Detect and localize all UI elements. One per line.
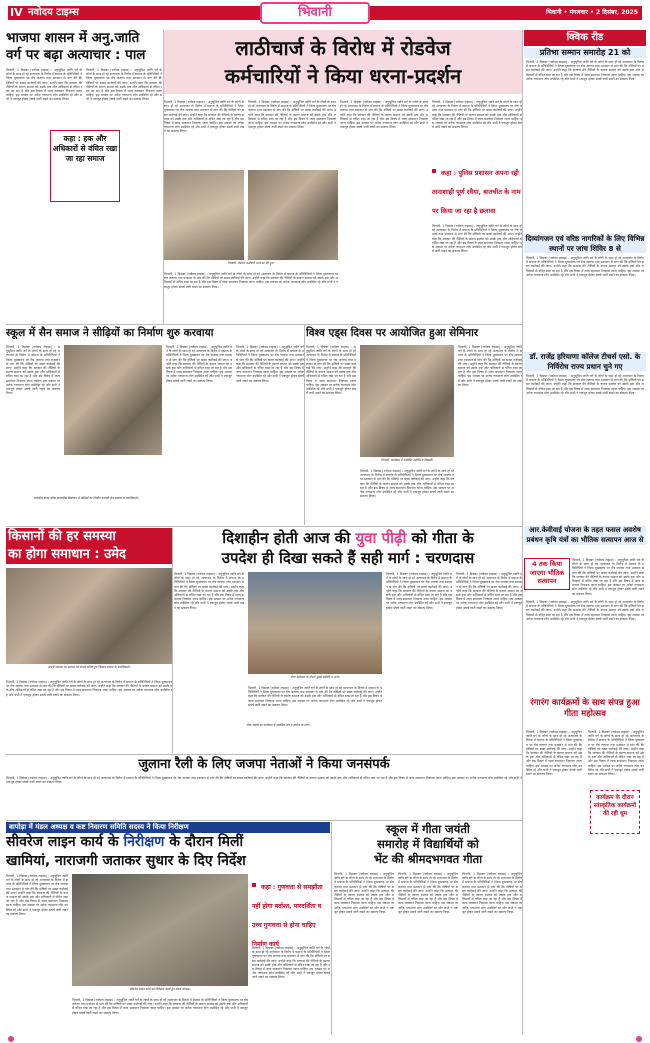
gita-caption-2: गीता जयंती पर कार्यक्रम में उपस्थित संत व समाज के लोग। <box>246 723 310 727</box>
gita-headline-l2: उपदेश ही दिखा सकते हैं सही मार्ग : चरणदास <box>221 549 475 567</box>
kisan-headline-l1: किसानों की हर समस्या <box>6 528 172 546</box>
sidebar-item-body-3: भिवानी, 1 दिसंबर (नवोदय टाइम्स) : अनुसूचित जाति वर्ग के लोगों के साथ हो रहे अत्याचार के विरोध में समाज के प्रतिनिधियों ने जिला मुख्यालय पर रोष जताया तथा प्रशासन से मांग की कि दोषियों पर सख्त कार्रवाई की जाए। उन्होंने कहा कि सरकार की नीतियों के कारण समाज को उसके हक और अधिकारों से वंचित रखा जा रहा है और इस विषय में जल्द समाधान निकाला जाना चाहिए। इस अवसर पर अनेक गणमान्य लोग उपस्थित रहे और सभी ने एकजुट होकर संघर्ष जारी रखने का संकल्प लिया। <box>526 374 644 395</box>
sidebar-item-head-3: डॉ. राजेंद्र हरियाणा कॉलेज टीचर्स एसो. के निर्विरोध राज्य प्रधान चुने गए <box>524 352 646 371</box>
article-atrocity-body-2: भिवानी, 1 दिसंबर (नवोदय टाइम्स) : अनुसूचित जाति वर्ग के लोगों के साथ हो रहे अत्याचार के विरोध में समाज के प्रतिनिधियों ने जिला मुख्यालय पर रोष जताया तथा प्रशासन से मांग की कि दोषियों पर सख्त कार्रवाई की जाए। उन्होंने कहा कि सरकार की नीतियों के कारण समाज को उसके हक और अधिकारों से वंचित रखा जा रहा है और इस विषय में जल्द समाधान निकाला जाना चाहिए। इस अवसर पर अनेक गणमान्य लोग उपस्थित रहे और सभी ने एकजुट होकर संघर्ष जारी रखने का संकल्प लिया। <box>86 68 162 102</box>
article-atrocity-headline-l1: भाजपा शासन में अनु.जाति <box>6 30 140 46</box>
rule-sewer <box>6 820 522 821</box>
seminar-body-col2: भिवानी, 1 दिसंबर (नवोदय टाइम्स) : अनुसूचित जाति वर्ग के लोगों के साथ हो रहे अत्याचार के विरोध में समाज के प्रतिनिधियों ने जिला मुख्यालय पर रोष जताया तथा प्रशासन से मांग की कि दोषियों पर सख्त कार्रवाई की जाए। उन्होंने कहा कि सरकार की नीतियों के कारण समाज को उसके हक और अधिकारों से वंचित रखा जा रहा है और इस विषय में जल्द समाधान निकाला जाना चाहिए। इस अवसर पर अनेक गणमान्य लोग उपस्थित रहे और सभी ने एकजुट होकर संघर्ष जारी रखने का संकल्प लिया। <box>458 345 522 387</box>
rule-vert-lead <box>163 30 164 324</box>
gitajayanti-body-col3: भिवानी, 1 दिसंबर (नवोदय टाइम्स) : अनुसूचित जाति वर्ग के लोगों के साथ हो रहे अत्याचार के विरोध में समाज के प्रतिनिधियों ने जिला मुख्यालय पर रोष जताया तथा प्रशासन से मांग की कि दोषियों पर सख्त कार्रवाई की जाए। उन्होंने कहा कि सरकार की नीतियों के कारण समाज को उसके हक और अधिकारों से वंचित रखा जा रहा है और इस विषय में जल्द समाधान निकाला जाना चाहिए। इस अवसर पर अनेक गणमान्य लोग उपस्थित रहे और सभी ने एकजुट होकर संघर्ष जारी रखने का संकल्प लिया। <box>462 872 522 914</box>
paper-name: नवोदय टाइम्स <box>28 7 79 18</box>
jjp-body: भिवानी, 1 दिसंबर (नवोदय टाइम्स) : अनुसूचित जाति वर्ग के लोगों के साथ हो रहे अत्याचार के विरोध में समाज के प्रतिनिधियों ने जिला मुख्यालय पर रोष जताया तथा प्रशासन से मांग की कि दोषियों पर सख्त कार्रवाई की जाए। उन्होंने कहा कि सरकार की नीतियों के कारण समाज को उसके हक और अधिकारों से वंचित रखा जा रहा है और इस विषय में जल्द समाधान निकाला जाना चाहिए। इस अवसर पर अनेक गणमान्य लोग उपस्थित रहे और सभी ने एकजुट होकर संघर्ष जारी रखने का संकल्प लिया। <box>6 776 522 785</box>
page-number: IV <box>10 6 23 19</box>
gita-headline-l1-c: को गीता के <box>411 529 474 547</box>
sidebar-rangarang-body-1: भिवानी, 1 दिसंबर (नवोदय टाइम्स) : अनुसूचित जाति वर्ग के लोगों के साथ हो रहे अत्याचार के विरोध में समाज के प्रतिनिधियों ने जिला मुख्यालय पर रोष जताया तथा प्रशासन से मांग की कि दोषियों पर सख्त कार्रवाई की जाए। उन्होंने कहा कि सरकार की नीतियों के कारण समाज को उसके हक और अधिकारों से वंचित रखा जा रहा है और इस विषय में जल्द समाधान निकाला जाना चाहिए। इस अवसर पर अनेक गणमान्य लोग उपस्थित रहे और सभी ने एकजुट होकर संघर्ष जारी रखने का संकल्प लिया। <box>526 730 582 777</box>
sidebar-fasal-head: 4 तक किया जाएगा भौतिक सत्यापन <box>529 560 565 585</box>
school-photo-caption: राजकीय कन्या वरिष्ठ माध्यमिक विद्यालय में सीढ़ियों का निर्माण करवाते सैन समाज के पदाधिकारी। <box>33 496 139 500</box>
article-atrocity <box>6 30 162 323</box>
seminar-body-col3: भिवानी, 1 दिसंबर (नवोदय टाइम्स) : अनुसूचित जाति वर्ग के लोगों के साथ हो रहे अत्याचार के विरोध में समाज के प्रतिनिधियों ने जिला मुख्यालय पर रोष जताया तथा प्रशासन से मांग की कि दोषियों पर सख्त कार्रवाई की जाए। उन्होंने कहा कि सरकार की नीतियों के कारण समाज को उसके हक और अधिकारों से वंचित रखा जा रहा है और इस विषय में जल्द समाधान निकाला जाना चाहिए। इस अवसर पर अनेक गणमान्य लोग उपस्थित रहे और सभी ने एकजुट होकर संघर्ष जारी रखने का संकल्प लिया। <box>360 469 454 499</box>
sewer-headline-l1-c: के दौरान मिलीं <box>169 834 244 850</box>
article-jjp <box>6 756 522 820</box>
sewer-kicker: बापोड़ा में मंडल अध्यक्ष व कष्ट निवारण समिति सदस्य ने किया निरीक्षण <box>6 822 330 833</box>
seminar-headline: विश्व एड्स दिवस पर आयोजित हुआ सेमिनार <box>306 327 479 339</box>
sidebar-rangarang-body-2: भिवानी, 1 दिसंबर (नवोदय टाइम्स) : अनुसूचित जाति वर्ग के लोगों के साथ हो रहे अत्याचार के विरोध में समाज के प्रतिनिधियों ने जिला मुख्यालय पर रोष जताया तथा प्रशासन से मांग की कि दोषियों पर सख्त कार्रवाई की जाए। उन्होंने कहा कि सरकार की नीतियों के कारण समाज को उसके हक और अधिकारों से वंचित रखा जा रहा है और इस विषय में जल्द समाधान निकाला जाना चाहिए। इस अवसर पर अनेक गणमान्य लोग उपस्थित रहे और सभी ने एकजुट होकर संघर्ष जारी रखने का संकल्प लिया। <box>588 730 644 777</box>
lead-body-col2: भिवानी, 1 दिसंबर (नवोदय टाइम्स) : अनुसूचित जाति वर्ग के लोगों के साथ हो रहे अत्याचार के विरोध में समाज के प्रतिनिधियों ने जिला मुख्यालय पर रोष जताया तथा प्रशासन से मांग की कि दोषियों पर सख्त कार्रवाई की जाए। उन्होंने कहा कि सरकार की नीतियों के कारण समाज को उसके हक और अधिकारों से वंचित रखा जा रहा है और इस विषय में जल्द समाधान निकाला जाना चाहिए। इस अवसर पर अनेक गणमान्य लोग उपस्थित रहे और सभी ने एकजुट होकर संघर्ष जारी रखने का संकल्प लिया। <box>248 100 336 130</box>
article-seminar <box>306 325 522 525</box>
rule-vert-sewer <box>331 822 332 1035</box>
gita-photo-caption: गीता महोत्सव के दौरान मुख्य अतिथि व अन्य। <box>290 675 340 679</box>
kisan-headline-l2: का होगा समाधान : उमेद <box>6 546 172 564</box>
seminar-photo-caption: भिवानी: कार्यक्रम में उपस्थित अतिथि व विद्यार्थी। <box>380 458 434 462</box>
lead-headline-l2: कर्मचारियों ने किया धरना-प्रदर्शन <box>224 64 462 88</box>
gita-body-col3: भिवानी, 1 दिसंबर (नवोदय टाइम्स) : अनुसूचित जाति वर्ग के लोगों के साथ हो रहे अत्याचार के विरोध में समाज के प्रतिनिधियों ने जिला मुख्यालय पर रोष जताया तथा प्रशासन से मांग की कि दोषियों पर सख्त कार्रवाई की जाए। उन्होंने कहा कि सरकार की नीतियों के कारण समाज को उसके हक और अधिकारों से वंचित रखा जा रहा है और इस विषय में जल्द समाधान निकाला जाना चाहिए। इस अवसर पर अनेक गणमान्य लोग उपस्थित रहे और सभी ने एकजुट होकर संघर्ष जारी रखने का संकल्प लिया। <box>386 572 452 610</box>
rule-vert-kisan <box>172 528 173 753</box>
kisan-photo <box>6 568 172 664</box>
sewer-body-col2: भिवानी, 1 दिसंबर (नवोदय टाइम्स) : अनुसूचित जाति वर्ग के लोगों के साथ हो रहे अत्याचार के विरोध में समाज के प्रतिनिधियों ने जिला मुख्यालय पर रोष जताया तथा प्रशासन से मांग की कि दोषियों पर सख्त कार्रवाई की जाए। उन्होंने कहा कि सरकार की नीतियों के कारण समाज को उसके हक और अधिकारों से वंचित रखा जा रहा है और इस विषय में जल्द समाधान निकाला जाना चाहिए। इस अवसर पर अनेक गणमान्य लोग उपस्थित रहे और सभी ने एकजुट होकर संघर्ष जारी रखने का संकल्प लिया। <box>72 998 248 1015</box>
rule-vert-sidebar <box>522 30 523 1035</box>
lead-highlight <box>432 160 522 220</box>
sewer-headline-l1-b: निरीक्षण <box>123 834 165 850</box>
school-body-col3: भिवानी, 1 दिसंबर (नवोदय टाइम्स) : अनुसूचित जाति वर्ग के लोगों के साथ हो रहे अत्याचार के विरोध में समाज के प्रतिनिधियों ने जिला मुख्यालय पर रोष जताया तथा प्रशासन से मांग की कि दोषियों पर सख्त कार्रवाई की जाए। उन्होंने कहा कि सरकार की नीतियों के कारण समाज को उसके हक और अधिकारों से वंचित रखा जा रहा है और इस विषय में जल्द समाधान निकाला जाना चाहिए। इस अवसर पर अनेक गणमान्य लोग उपस्थित रहे और सभी ने एकजुट होकर संघर्ष जारी रखने का संकल्प लिया। <box>236 345 304 383</box>
lead-highlight-text: कहा : पुलिस प्रशासन अपना रही तानाशाही पूर्ण रवैया, बातचीत के नाम पर किया जा रहा है छलावा <box>432 169 521 215</box>
lead-photo-caption: भिवानी: रोडवेज कर्मचारी धरने पर बैठे हुए। <box>227 261 275 265</box>
gitajayanti-headline-l1: स्कूल में गीता जयंती <box>386 822 470 836</box>
rule-jjp <box>6 754 522 755</box>
gita-body-col1: भिवानी, 1 दिसंबर (नवोदय टाइम्स) : अनुसूचित जाति वर्ग के लोगों के साथ हो रहे अत्याचार के विरोध में समाज के प्रतिनिधियों ने जिला मुख्यालय पर रोष जताया तथा प्रशासन से मांग की कि दोषियों पर सख्त कार्रवाई की जाए। उन्होंने कहा कि सरकार की नीतियों के कारण समाज को उसके हक और अधिकारों से वंचित रखा जा रहा है और इस विषय में जल्द समाधान निकाला जाना चाहिए। इस अवसर पर अनेक गणमान्य लोग उपस्थित रहे और सभी ने एकजुट होकर संघर्ष जारी रखने का संकल्प लिया। <box>174 572 244 610</box>
sewer-headline-l1 <box>6 833 330 852</box>
footer-dot-right <box>636 1036 642 1042</box>
sidebar-item-body-1: भिवानी, 1 दिसंबर (नवोदय टाइम्स) : अनुसूचित जाति वर्ग के लोगों के साथ हो रहे अत्याचार के विरोध में समाज के प्रतिनिधियों ने जिला मुख्यालय पर रोष जताया तथा प्रशासन से मांग की कि दोषियों पर सख्त कार्रवाई की जाए। उन्होंने कहा कि सरकार की नीतियों के कारण समाज को उसके हक और अधिकारों से वंचित रखा जा रहा है और इस विषय में जल्द समाधान निकाला जाना चाहिए। इस अवसर पर अनेक गणमान्य लोग उपस्थित रहे और सभी ने एकजुट होकर संघर्ष जारी रखने का संकल्प लिया। <box>526 60 644 81</box>
sewer-headline-l1-a: सीवरेज लाइन कार्य के <box>6 834 119 850</box>
gitajayanti-body-col1: भिवानी, 1 दिसंबर (नवोदय टाइम्स) : अनुसूचित जाति वर्ग के लोगों के साथ हो रहे अत्याचार के विरोध में समाज के प्रतिनिधियों ने जिला मुख्यालय पर रोष जताया तथा प्रशासन से मांग की कि दोषियों पर सख्त कार्रवाई की जाए। उन्होंने कहा कि सरकार की नीतियों के कारण समाज को उसके हक और अधिकारों से वंचित रखा जा रहा है और इस विषय में जल्द समाधान निकाला जाना चाहिए। इस अवसर पर अनेक गणमान्य लोग उपस्थित रहे और सभी ने एकजुट होकर संघर्ष जारी रखने का संकल्प लिया। <box>334 872 394 914</box>
gita-body-col4: भिवानी, 1 दिसंबर (नवोदय टाइम्स) : अनुसूचित जाति वर्ग के लोगों के साथ हो रहे अत्याचार के विरोध में समाज के प्रतिनिधियों ने जिला मुख्यालय पर रोष जताया तथा प्रशासन से मांग की कि दोषियों पर सख्त कार्रवाई की जाए। उन्होंने कहा कि सरकार की नीतियों के कारण समाज को उसके हक और अधिकारों से वंचित रखा जा रहा है और इस विषय में जल्द समाधान निकाला जाना चाहिए। इस अवसर पर अनेक गणमान्य लोग उपस्थित रहे और सभी ने एकजुट होकर संघर्ष जारी रखने का संकल्प लिया। <box>456 572 522 610</box>
gita-photo <box>248 572 382 674</box>
jjp-headline: जुलाना रैली के लिए जजपा नेताओं ने किया जनसंपर्क <box>138 757 390 772</box>
gita-headline-l1-a: दिशाहीन होती आज की <box>222 529 351 547</box>
gitajayanti-headline-l2: समारोह में विद्यार्थियों को <box>377 837 479 851</box>
footer-dot-left <box>8 1036 14 1042</box>
article-kisan <box>6 528 172 678</box>
sidebar-title: क्विक रीड <box>524 30 646 46</box>
article-gitajayanti <box>334 822 522 1037</box>
sidebar-item-body-2: भिवानी, 1 दिसंबर (नवोदय टाइम्स) : अनुसूचित जाति वर्ग के लोगों के साथ हो रहे अत्याचार के विरोध में समाज के प्रतिनिधियों ने जिला मुख्यालय पर रोष जताया तथा प्रशासन से मांग की कि दोषियों पर सख्त कार्रवाई की जाए। उन्होंने कहा कि सरकार की नीतियों के कारण समाज को उसके हक और अधिकारों से वंचित रखा जा रहा है और इस विषय में जल्द समाधान निकाला जाना चाहिए। इस अवसर पर अनेक गणमान्य लोग उपस्थित रहे और सभी ने एकजुट होकर संघर्ष जारी रखने का संकल्प लिया। <box>526 256 644 277</box>
gitajayanti-body-col2: भिवानी, 1 दिसंबर (नवोदय टाइम्स) : अनुसूचित जाति वर्ग के लोगों के साथ हो रहे अत्याचार के विरोध में समाज के प्रतिनिधियों ने जिला मुख्यालय पर रोष जताया तथा प्रशासन से मांग की कि दोषियों पर सख्त कार्रवाई की जाए। उन्होंने कहा कि सरकार की नीतियों के कारण समाज को उसके हक और अधिकारों से वंचित रखा जा रहा है और इस विषय में जल्द समाधान निकाला जाना चाहिए। इस अवसर पर अनेक गणमान्य लोग उपस्थित रहे और सभी ने एकजुट होकर संघर्ष जारी रखने का संकल्प लिया। <box>398 872 458 914</box>
lead-photo <box>248 170 338 260</box>
sewer-body-col1: भिवानी, 1 दिसंबर (नवोदय टाइम्स) : अनुसूचित जाति वर्ग के लोगों के साथ हो रहे अत्याचार के विरोध में समाज के प्रतिनिधियों ने जिला मुख्यालय पर रोष जताया तथा प्रशासन से मांग की कि दोषियों पर सख्त कार्रवाई की जाए। उन्होंने कहा कि सरकार की नीतियों के कारण समाज को उसके हक और अधिकारों से वंचित रखा जा रहा है और इस विषय में जल्द समाधान निकाला जाना चाहिए। इस अवसर पर अनेक गणमान्य लोग उपस्थित रहे और सभी ने एकजुट होकर संघर्ष जारी रखने का संकल्प लिया। <box>6 874 68 916</box>
sidebar-rangarang-head: रंगारंग कार्यक्रमों के साथ संपन्न हुआ गीता महोत्सव <box>530 698 640 719</box>
kisan-body: भिवानी, 1 दिसंबर (नवोदय टाइम्स) : अनुसूचित जाति वर्ग के लोगों के साथ हो रहे अत्याचार के विरोध में समाज के प्रतिनिधियों ने जिला मुख्यालय पर रोष जताया तथा प्रशासन से मांग की कि दोषियों पर सख्त कार्रवाई की जाए। उन्होंने कहा कि सरकार की नीतियों के कारण समाज को उसके हक और अधिकारों से वंचित रखा जा रहा है और इस विषय में जल्द समाधान निकाला जाना चाहिए। इस अवसर पर अनेक गणमान्य लोग उपस्थित रहे और सभी ने एकजुट होकर संघर्ष जारी रखने का संकल्प लिया। <box>6 680 172 697</box>
rule-vert-school <box>304 325 305 525</box>
lead-headline-l1: लाठीचार्ज के विरोध में रोडवेज <box>235 36 451 60</box>
sidebar-karyakram-label: कार्यक्रम के दौरान सांस्कृतिक कार्यक्रमों की रही धूम <box>593 795 637 817</box>
article-roadways <box>164 30 522 325</box>
seminar-photo <box>360 345 454 457</box>
sidebar <box>524 30 646 860</box>
kisan-photo-caption: अपनी समस्या पर अध्यक्ष को ज्ञापन सौंपते हुए किसान एकता के पदाधिकारी। <box>47 665 131 669</box>
sewer-highlight-bullet <box>252 883 256 887</box>
article-atrocity-body: भिवानी, 1 दिसंबर (नवोदय टाइम्स) : अनुसूचित जाति वर्ग के लोगों के साथ हो रहे अत्याचार के विरोध में समाज के प्रतिनिधियों ने जिला मुख्यालय पर रोष जताया तथा प्रशासन से मांग की कि दोषियों पर सख्त कार्रवाई की जाए। उन्होंने कहा कि सरकार की नीतियों के कारण समाज को उसके हक और अधिकारों से वंचित रखा जा रहा है और इस विषय में जल्द समाधान निकाला जाना चाहिए। इस अवसर पर अनेक गणमान्य लोग उपस्थित रहे और सभी ने एकजुट होकर संघर्ष जारी रखने का संकल्प लिया। <box>6 68 82 102</box>
section-name: भिवानी <box>298 5 332 20</box>
sewer-highlight <box>252 874 330 948</box>
masthead <box>0 0 650 28</box>
gitajayanti-headline-l3: भेंट की श्रीमदभगवत गीता <box>373 852 483 866</box>
school-body-col1: भिवानी, 1 दिसंबर (नवोदय टाइम्स) : अनुसूचित जाति वर्ग के लोगों के साथ हो रहे अत्याचार के विरोध में समाज के प्रतिनिधियों ने जिला मुख्यालय पर रोष जताया तथा प्रशासन से मांग की कि दोषियों पर सख्त कार्रवाई की जाए। उन्होंने कहा कि सरकार की नीतियों के कारण समाज को उसके हक और अधिकारों से वंचित रखा जा रहा है और इस विषय में जल्द समाधान निकाला जाना चाहिए। इस अवसर पर अनेक गणमान्य लोग उपस्थित रहे और सभी ने एकजुट होकर संघर्ष जारी रखने का संकल्प लिया। <box>6 345 60 396</box>
footer-dots <box>8 1036 642 1042</box>
lead-highlight-bullet <box>432 169 436 173</box>
gita-body-col2: भिवानी, 1 दिसंबर (नवोदय टाइम्स) : अनुसूचित जाति वर्ग के लोगों के साथ हो रहे अत्याचार के विरोध में समाज के प्रतिनिधियों ने जिला मुख्यालय पर रोष जताया तथा प्रशासन से मांग की कि दोषियों पर सख्त कार्रवाई की जाए। उन्होंने कहा कि सरकार की नीतियों के कारण समाज को उसके हक और अधिकारों से वंचित रखा जा रहा है और इस विषय में जल्द समाधान निकाला जाना चाहिए। इस अवसर पर अनेक गणमान्य लोग उपस्थित रहे और सभी ने एकजुट होकर संघर्ष जारी रखने का संकल्प लिया। <box>248 686 382 707</box>
sidebar-item-head-4: आर.केवीवाई योजना के तहत फसल अवशेष प्रबंधन कृषि यंत्रों का भौतिक सत्यापन आज से <box>524 526 646 545</box>
sewer-photo <box>72 874 248 986</box>
sidebar-item-head-2: दिव्यांगजन एवं वरिष्ठ नागरिकों के लिए विभिन्न स्थानों पर जांच शिविर 8 से <box>525 234 645 253</box>
sidebar-item-body-4: भिवानी, 1 दिसंबर (नवोदय टाइम्स) : अनुसूचित जाति वर्ग के लोगों के साथ हो रहे अत्याचार के विरोध में समाज के प्रतिनिधियों ने जिला मुख्यालय पर रोष जताया तथा प्रशासन से मांग की कि दोषियों पर सख्त कार्रवाई की जाए। उन्होंने कहा कि सरकार की नीतियों के कारण समाज को उसके हक और अधिकारों से वंचित रखा जा रहा है और इस विषय में जल्द समाधान निकाला जाना चाहिए। इस अवसर पर अनेक गणमान्य लोग उपस्थित रहे और सभी ने एकजुट होकर संघर्ष जारी रखने का संकल्प लिया। <box>572 558 644 596</box>
article-atrocity-quote: कहा : हक और अधिकारों से वंचित रखा जा रहा समाज <box>52 134 118 163</box>
rule-mid <box>6 526 522 527</box>
sewer-headline-l2: खामियां, नाराजगी जताकर सुधार के दिए निर्देश <box>6 853 246 869</box>
lead-body-col5: भिवानी, 1 दिसंबर (नवोदय टाइम्स) : अनुसूचित जाति वर्ग के लोगों के साथ हो रहे अत्याचार के विरोध में समाज के प्रतिनिधियों ने जिला मुख्यालय पर रोष जताया तथा प्रशासन से मांग की कि दोषियों पर सख्त कार्रवाई की जाए। उन्होंने कहा कि सरकार की नीतियों के कारण समाज को उसके हक और अधिकारों से वंचित रखा जा रहा है और इस विषय में जल्द समाधान निकाला जाना चाहिए। इस अवसर पर अनेक गणमान्य लोग उपस्थित रहे और सभी ने एकजुट होकर संघर्ष जारी रखने का संकल्प लिया। <box>164 272 338 289</box>
rule-top <box>6 324 522 325</box>
lead-photo-2 <box>164 170 244 260</box>
gita-headline-l1 <box>174 528 522 548</box>
lead-body-col6: भिवानी, 1 दिसंबर (नवोदय टाइम्स) : अनुसूचित जाति वर्ग के लोगों के साथ हो रहे अत्याचार के विरोध में समाज के प्रतिनिधियों ने जिला मुख्यालय पर रोष जताया तथा प्रशासन से मांग की कि दोषियों पर सख्त कार्रवाई की जाए। उन्होंने कहा कि सरकार की नीतियों के कारण समाज को उसके हक और अधिकारों से वंचित रखा जा रहा है और इस विषय में जल्द समाधान निकाला जाना चाहिए। इस अवसर पर अनेक गणमान्य लोग उपस्थित रहे और सभी ने एकजुट होकर संघर्ष जारी रखने का संकल्प लिया। <box>432 224 522 254</box>
lead-body-col4: भिवानी, 1 दिसंबर (नवोदय टाइम्स) : अनुसूचित जाति वर्ग के लोगों के साथ हो रहे अत्याचार के विरोध में समाज के प्रतिनिधियों ने जिला मुख्यालय पर रोष जताया तथा प्रशासन से मांग की कि दोषियों पर सख्त कार्रवाई की जाए। उन्होंने कहा कि सरकार की नीतियों के कारण समाज को उसके हक और अधिकारों से वंचित रखा जा रहा है और इस विषय में जल्द समाधान निकाला जाना चाहिए। इस अवसर पर अनेक गणमान्य लोग उपस्थित रहे और सभी ने एकजुट होकर संघर्ष जारी रखने का संकल्प लिया। <box>432 100 522 130</box>
edition-date: भिवानी • मंगलवार • 2 दिसंबर, 2025 <box>546 9 638 16</box>
article-school <box>6 325 304 525</box>
sewer-body-col3: भिवानी, 1 दिसंबर (नवोदय टाइम्स) : अनुसूचित जाति वर्ग के लोगों के साथ हो रहे अत्याचार के विरोध में समाज के प्रतिनिधियों ने जिला मुख्यालय पर रोष जताया तथा प्रशासन से मांग की कि दोषियों पर सख्त कार्रवाई की जाए। उन्होंने कहा कि सरकार की नीतियों के कारण समाज को उसके हक और अधिकारों से वंचित रखा जा रहा है और इस विषय में जल्द समाधान निकाला जाना चाहिए। इस अवसर पर अनेक गणमान्य लोग उपस्थित रहे और सभी ने एकजुट होकर संघर्ष जारी रखने का संकल्प लिया। <box>252 946 330 980</box>
sewer-highlight-text: कहा : गुणवत्ता से समझौता नहीं होगा बर्दाश्त, पारदर्शिता व उच्च गुणवत्ता से होना चाहिए निर्माण कार्य <box>252 884 323 948</box>
school-headline: स्कूल में सैन समाज ने सीढ़ियों का निर्माण शुरु करवाया <box>6 327 214 339</box>
school-body-col2: भिवानी, 1 दिसंबर (नवोदय टाइम्स) : अनुसूचित जाति वर्ग के लोगों के साथ हो रहे अत्याचार के विरोध में समाज के प्रतिनिधियों ने जिला मुख्यालय पर रोष जताया तथा प्रशासन से मांग की कि दोषियों पर सख्त कार्रवाई की जाए। उन्होंने कहा कि सरकार की नीतियों के कारण समाज को उसके हक और अधिकारों से वंचित रखा जा रहा है और इस विषय में जल्द समाधान निकाला जाना चाहिए। इस अवसर पर अनेक गणमान्य लोग उपस्थित रहे और सभी ने एकजुट होकर संघर्ष जारी रखने का संकल्प लिया। <box>166 345 232 383</box>
lead-body-col1: भिवानी, 1 दिसंबर (नवोदय टाइम्स) : अनुसूचित जाति वर्ग के लोगों के साथ हो रहे अत्याचार के विरोध में समाज के प्रतिनिधियों ने जिला मुख्यालय पर रोष जताया तथा प्रशासन से मांग की कि दोषियों पर सख्त कार्रवाई की जाए। उन्होंने कहा कि सरकार की नीतियों के कारण समाज को उसके हक और अधिकारों से वंचित रखा जा रहा है और इस विषय में जल्द समाधान निकाला जाना चाहिए। इस अवसर पर अनेक गणमान्य लोग उपस्थित रहे और सभी ने एकजुट होकर संघर्ष जारी रखने का संकल्प लिया। <box>164 100 244 134</box>
lead-body-col3: भिवानी, 1 दिसंबर (नवोदय टाइम्स) : अनुसूचित जाति वर्ग के लोगों के साथ हो रहे अत्याचार के विरोध में समाज के प्रतिनिधियों ने जिला मुख्यालय पर रोष जताया तथा प्रशासन से मांग की कि दोषियों पर सख्त कार्रवाई की जाए। उन्होंने कहा कि सरकार की नीतियों के कारण समाज को उसके हक और अधिकारों से वंचित रखा जा रहा है और इस विषय में जल्द समाधान निकाला जाना चाहिए। इस अवसर पर अनेक गणमान्य लोग उपस्थित रहे और सभी ने एकजुट होकर संघर्ष जारी रखने का संकल्प लिया। <box>340 100 428 130</box>
seminar-body-col1: भिवानी, 1 दिसंबर (नवोदय टाइम्स) : अनुसूचित जाति वर्ग के लोगों के साथ हो रहे अत्याचार के विरोध में समाज के प्रतिनिधियों ने जिला मुख्यालय पर रोष जताया तथा प्रशासन से मांग की कि दोषियों पर सख्त कार्रवाई की जाए। उन्होंने कहा कि सरकार की नीतियों के कारण समाज को उसके हक और अधिकारों से वंचित रखा जा रहा है और इस विषय में जल्द समाधान निकाला जाना चाहिए। इस अवसर पर अनेक गणमान्य लोग उपस्थित रहे और सभी ने एकजुट होकर संघर्ष जारी रखने का संकल्प लिया। <box>306 345 356 396</box>
school-photo <box>64 345 162 455</box>
article-gita <box>174 528 522 753</box>
article-atrocity-headline-l2: वर्ग पर बढ़ा अत्याचार : पाल <box>6 47 146 63</box>
sidebar-item-head-1: प्रतिभा सम्मान समारोह 21 को <box>524 48 646 58</box>
article-sewer <box>6 822 330 1037</box>
gita-headline-l1-b: युवा पीढ़ी <box>355 529 407 547</box>
sewer-photo-caption: सीवरेज लाइन कार्य का निरीक्षण करते हुए मंडल अध्यक्ष। <box>129 987 191 991</box>
sidebar-item-body-4b: भिवानी, 1 दिसंबर (नवोदय टाइम्स) : अनुसूचित जाति वर्ग के लोगों के साथ हो रहे अत्याचार के विरोध में समाज के प्रतिनिधियों ने जिला मुख्यालय पर रोष जताया तथा प्रशासन से मांग की कि दोषियों पर सख्त कार्रवाई की जाए। उन्होंने कहा कि सरकार की नीतियों के कारण समाज को उसके हक और अधिकारों से वंचित रखा जा रहा है और इस विषय में जल्द समाधान निकाला जाना चाहिए। इस अवसर पर अनेक गणमान्य लोग उपस्थित रहे और सभी ने एकजुट होकर संघर्ष जारी रखने का संकल्प लिया। <box>526 600 644 621</box>
